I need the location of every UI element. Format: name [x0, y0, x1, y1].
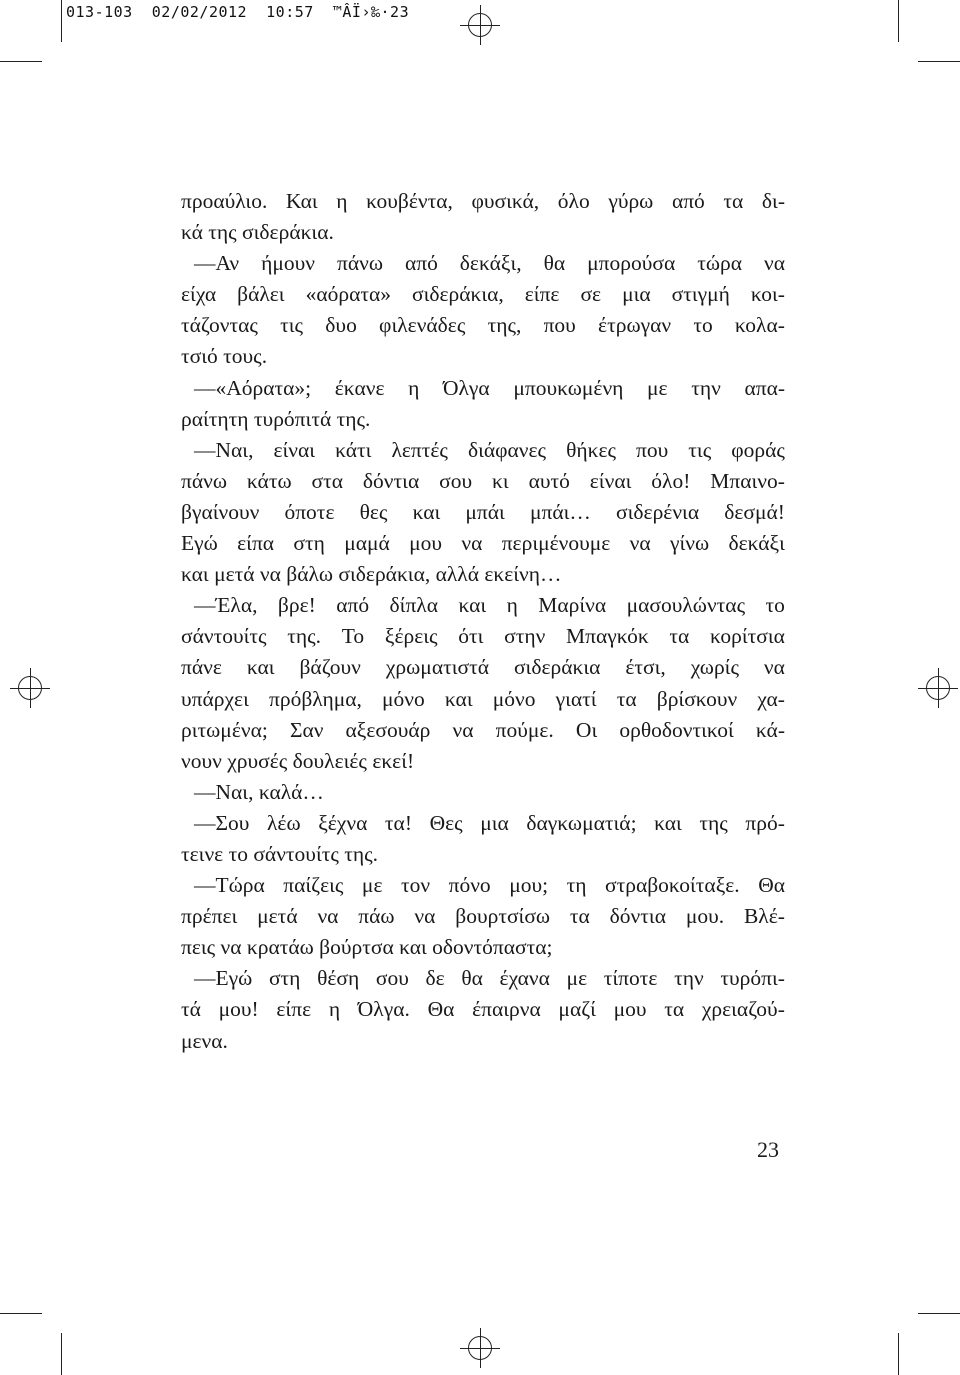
crop-mark-top-left-h	[0, 61, 42, 62]
crop-mark-bottom-right	[898, 1333, 899, 1375]
text-line: τσιό τους.	[181, 344, 268, 369]
text-line: βγαίνουν όποτε θες και μπάι μπάι… σιδερένια δεσμά!	[181, 499, 785, 524]
text-line: τά μου! είπε η Όλγα. Θα έπαιρνα μαζί μου τα χρειαζού-	[181, 997, 785, 1022]
text-line: —Έλα, βρε! από δίπλα και η Μαρίνα μασουλώντας το	[194, 593, 785, 618]
text-line: πάνε και βάζουν χρωματιστά σιδεράκια έτσι, χωρίς να	[181, 655, 785, 680]
text-line: Εγώ είπα στη μαμά μου να περιμένουμε να γίνω δεκάξι	[181, 531, 785, 556]
text-line: κά της σιδεράκια.	[181, 220, 334, 245]
text-line: υπάρχει πρόβλημα, μόνο και μόνο γιατί τα βρίσκουν χα-	[181, 686, 785, 711]
text-line: σάντουίτς της. Το ξέρεις ότι στην Μπαγκόκ τα κορίτσια	[181, 624, 785, 649]
registration-mark-icon-top	[460, 5, 500, 45]
registration-mark-icon-bottom	[460, 1328, 500, 1368]
crop-mark-bottom-right-h	[918, 1313, 960, 1314]
text-line: πάνω κάτω στα δόντια σου κι αυτό είναι όλο! Μπαινο-	[181, 468, 785, 493]
text-line: πρέπει μετά να πάω να βουρτσίσω τα δόντια μου. Βλέ-	[181, 904, 785, 929]
text-line: ραίτητη τυρόπιτά της.	[181, 406, 371, 431]
text-line: νουν χρυσές δουλειές εκεί!	[181, 748, 415, 773]
print-slug: 013-103 02/02/2012 10:57 ™ÂÏ›‰·23	[66, 3, 410, 21]
page-number: 23	[757, 1137, 779, 1162]
text-line: —«Αόρατα»; έκανε η Όλγα μπουκωμένη με την απα-	[194, 375, 785, 400]
registration-mark-icon-left	[10, 668, 50, 708]
text-line: πεις να κρατάω βούρτσα και οδοντόπαστα;	[181, 935, 553, 960]
text-line: και μετά να βάλω σιδεράκια, αλλά εκείνη…	[181, 562, 562, 587]
text-line: προαύλιο. Και η κουβέντα, φυσικά, όλο γύρω από τα δι-	[181, 189, 785, 213]
crop-mark-top-left	[61, 0, 62, 42]
text-line: τάζοντας τις δυο φιλενάδες της, που έτρωγαν το κολα-	[181, 313, 785, 338]
text-line: ριτωμένα; Σαν αξεσουάρ να πούμε. Οι ορθοδοντικοί κά-	[181, 717, 785, 742]
text-line: —Σου λέω ξέχνα τα! Θες μια δαγκωματιά; και της πρό-	[194, 810, 785, 835]
text-line: —Αν ήμουν πάνω από δεκάξι, θα μπορούσα τώρα να	[194, 251, 785, 276]
text-line: —Εγώ στη θέση σου δε θα έχανα με τίποτε την τυρόπι-	[194, 966, 785, 991]
registration-mark-icon-right	[918, 668, 958, 708]
text-line: τεινε το σάντουίτς της.	[181, 841, 379, 866]
body-text	[181, 186, 785, 1057]
crop-mark-bottom-left-h	[0, 1313, 42, 1314]
text-line: μενα.	[181, 1028, 228, 1053]
crop-mark-top-right	[898, 0, 899, 42]
text-line: είχα βάλει «αόρατα» σιδεράκια, είπε σε μια στιγμή κοι-	[181, 282, 785, 307]
crop-mark-bottom-left	[61, 1333, 62, 1375]
text-line: —Ναι, είναι κάτι λεπτές διάφανες θήκες που τις φοράς	[194, 437, 785, 462]
text-line: —Ναι, καλά…	[194, 779, 324, 804]
crop-mark-top-right-h	[918, 61, 960, 62]
text-line: —Τώρα παίζεις με τον πόνο μου; τη στραβοκοίταξε. Θα	[194, 873, 785, 898]
